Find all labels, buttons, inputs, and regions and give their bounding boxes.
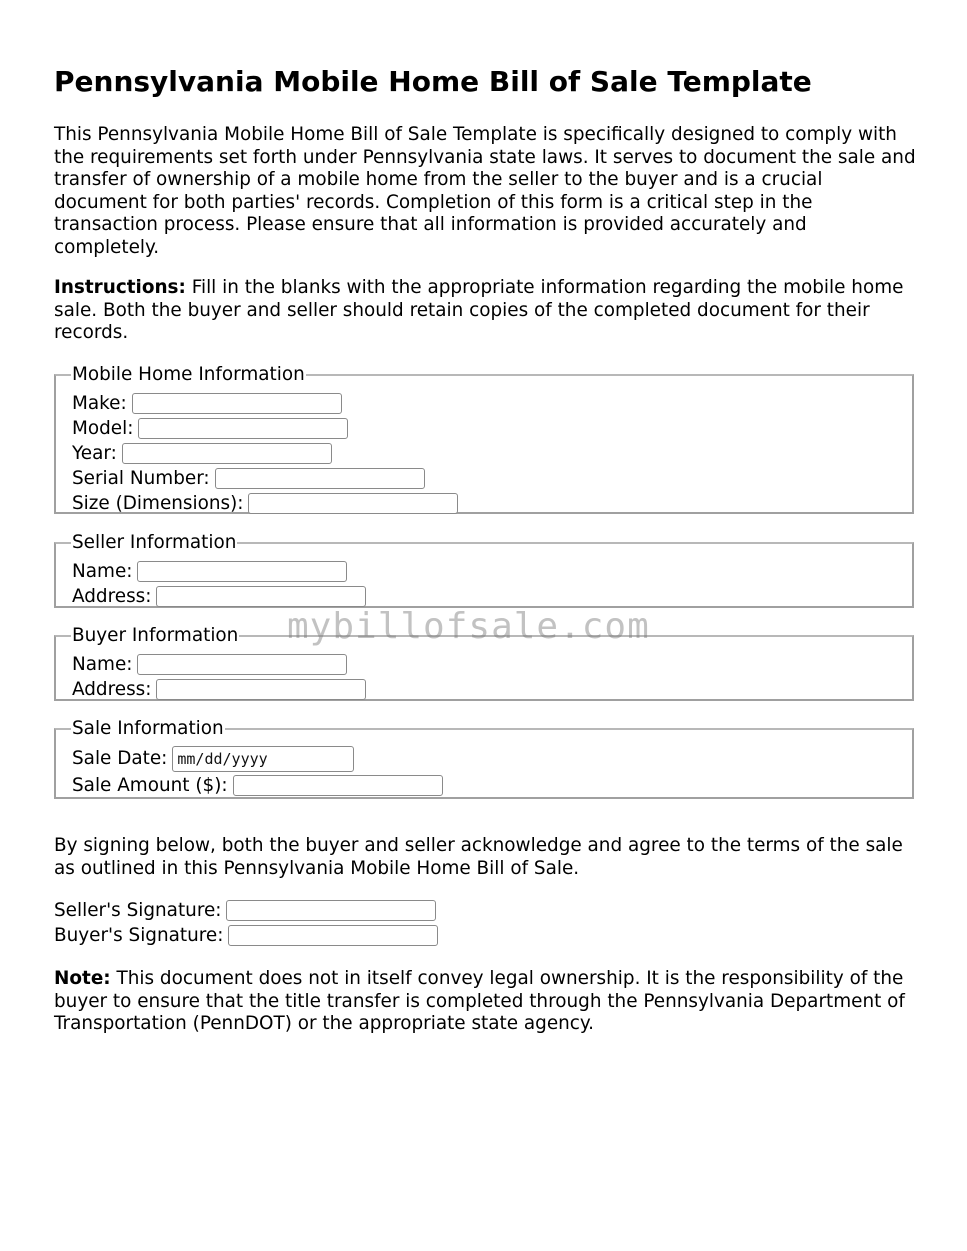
sale-amount-label: Sale Amount ($): bbox=[72, 775, 228, 796]
instructions-text: Fill in the blanks with the appropriate information regarding the mobile home sale. Both the buyer and seller should retain copies of the completed document for their records. bbox=[54, 277, 904, 343]
watermark: mybillofsale.com bbox=[287, 606, 650, 647]
buyer-signature-input[interactable] bbox=[228, 925, 438, 946]
serial-number-input[interactable] bbox=[215, 468, 425, 489]
sale-amount-input[interactable] bbox=[233, 775, 443, 796]
sale-legend: Sale Information bbox=[72, 718, 224, 739]
seller-legend: Seller Information bbox=[72, 532, 237, 553]
model-label: Model: bbox=[72, 418, 134, 439]
buyer-name-label: Name: bbox=[72, 654, 133, 675]
buyer-address-row bbox=[72, 677, 896, 702]
year-label: Year: bbox=[72, 443, 117, 464]
seller-name-input[interactable] bbox=[137, 561, 347, 582]
buyer-address-label: Address: bbox=[72, 679, 152, 700]
page-title: Pennsylvania Mobile Home Bill of Sale Template bbox=[54, 65, 812, 98]
model-row bbox=[72, 416, 896, 441]
instructions-label: Instructions: bbox=[54, 277, 186, 298]
signatures-block bbox=[54, 898, 438, 948]
buyer-name-row bbox=[72, 652, 896, 677]
buyer-signature-row bbox=[54, 923, 438, 948]
sale-date-label: Sale Date: bbox=[72, 748, 168, 769]
mobile-home-fieldset bbox=[54, 366, 914, 514]
intro-paragraph: This Pennsylvania Mobile Home Bill of Sale Template is specifically designed to comply with the requirements set forth under Pennsylvania state laws. It serves to document the sale and transfer of ownership of a mobile home from the seller to the buyer and is a crucial document for both parties' records. Completion of this form is a critical step in the transaction process. Please ensure that all information is provided accurately and completely. bbox=[54, 124, 916, 258]
serial-number-label: Serial Number: bbox=[72, 468, 210, 489]
buyer-address-input[interactable] bbox=[156, 679, 366, 700]
year-input[interactable] bbox=[122, 443, 332, 464]
size-input[interactable] bbox=[248, 493, 458, 514]
sale-date-row bbox=[72, 745, 896, 773]
seller-name-label: Name: bbox=[72, 561, 133, 582]
size-label: Size (Dimensions): bbox=[72, 493, 244, 514]
acknowledgement-paragraph: By signing below, both the buyer and seller acknowledge and agree to the terms of the sale as outlined in this Pennsylvania Mobile Home Bill of Sale. bbox=[54, 835, 903, 879]
seller-signature-label: Seller's Signature: bbox=[54, 900, 222, 921]
mobile-home-legend: Mobile Home Information bbox=[72, 364, 305, 385]
size-row bbox=[72, 491, 896, 516]
make-row bbox=[72, 391, 896, 416]
buyer-signature-label: Buyer's Signature: bbox=[54, 925, 224, 946]
seller-fieldset bbox=[54, 534, 914, 608]
model-input[interactable] bbox=[138, 418, 348, 439]
buyer-name-input[interactable] bbox=[137, 654, 347, 675]
serial-row bbox=[72, 466, 896, 491]
sale-fieldset bbox=[54, 720, 914, 799]
seller-signature-row bbox=[54, 898, 438, 923]
instructions-paragraph bbox=[54, 277, 916, 345]
seller-signature-input[interactable] bbox=[226, 900, 436, 921]
sale-amount-row bbox=[72, 773, 896, 798]
note-text: This document does not in itself convey legal ownership. It is the responsibility of the buyer to ensure that the title transfer is completed through the Pennsylvania Department of Transportation (PennDOT) or the appropriate state agency. bbox=[54, 968, 905, 1034]
seller-name-row bbox=[72, 559, 896, 584]
make-input[interactable] bbox=[132, 393, 342, 414]
year-row bbox=[72, 441, 896, 466]
note-label: Note: bbox=[54, 968, 111, 989]
seller-address-label: Address: bbox=[72, 586, 152, 607]
note-paragraph bbox=[54, 968, 916, 1036]
sale-date-input[interactable]: mm/dd/yyyy bbox=[172, 746, 354, 772]
seller-address-input[interactable] bbox=[156, 586, 366, 607]
buyer-legend: Buyer Information bbox=[72, 625, 239, 646]
make-label: Make: bbox=[72, 393, 127, 414]
